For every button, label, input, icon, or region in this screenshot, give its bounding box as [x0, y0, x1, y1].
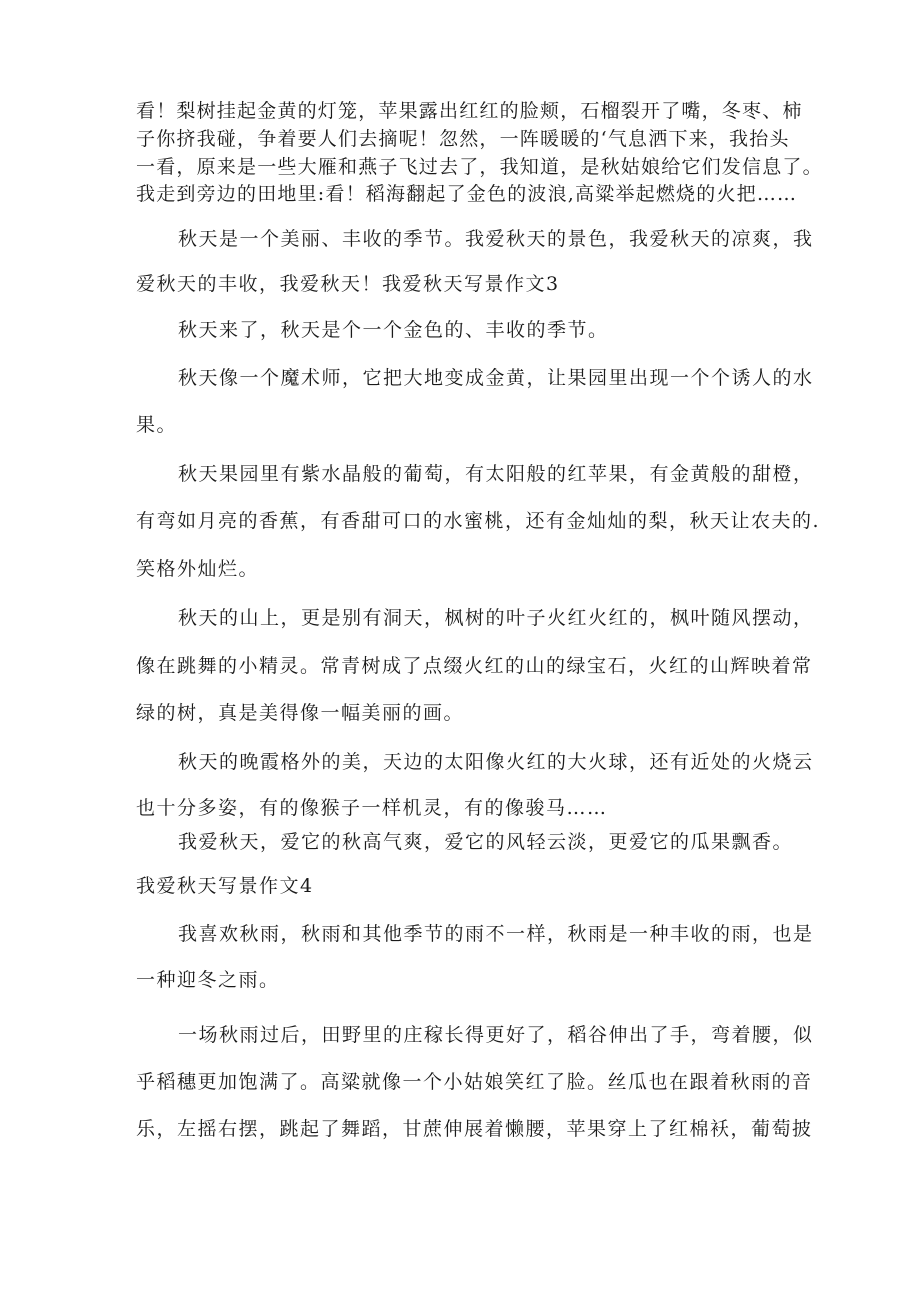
text-line: 秋天的晚霞格外的美，天边的太阳像火红的大火球，还有近处的火烧云 [178, 751, 814, 773]
text-line: 我走到旁边的田地里:看！稻海翻起了金色的波浪,高粱举起燃烧的火把…… [136, 183, 798, 205]
text-line: 我爱秋天，爱它的秋高气爽，爱它的风轻云淡，更爱它的瓜果飘香。 [178, 831, 794, 853]
text-line: 秋天是一个美丽、丰收的季节。我爱秋天的景色，我爱秋天的凉爽，我 [178, 228, 814, 250]
text-line: 我喜欢秋雨，秋雨和其他季节的雨不一样，秋雨是一种丰收的雨，也是 [178, 923, 814, 945]
text-line: 一种迎冬之雨。 [136, 969, 280, 991]
text-line: 绿的树，真是美得像一幅美丽的画。 [136, 702, 465, 724]
text-line: 乐，左摇右摆，跳起了舞蹈，甘蔗伸展着懒腰，苹果穿上了红棉袄，葡萄披 [136, 1118, 813, 1140]
text-line: 笑格外灿烂。 [136, 558, 260, 580]
text-line: 爱秋天的丰收，我爱秋天！我爱秋天写景作文3 [136, 273, 560, 295]
text-line: 子你挤我碰，争着要人们去摘呢！忽然，一阵暖暖的‘气息洒下来，我抬头 [136, 128, 790, 150]
section-heading: 我爱秋天写景作文4 [136, 875, 314, 897]
text-line: 秋天的山上，更是别有洞天，枫树的叶子火红火红的，枫叶随风摆动， [178, 607, 814, 629]
text-line: 秋天来了，秋天是个一个金色的、丰收的季节。 [178, 319, 609, 341]
text-line: 有弯如月亮的香蕉，有香甜可口的水蜜桃，还有金灿灿的梨，秋天让农夫的. [136, 510, 821, 532]
text-line: 果。 [136, 414, 178, 436]
text-line: 像在跳舞的小精灵。常青树成了点缀火红的山的绿宝石，火红的山辉映着常 [136, 655, 813, 677]
text-line: 秋天像一个魔术师，它把大地变成金黄，让果园里出现一个个诱人的水 [178, 367, 814, 389]
text-line: 乎稻穗更加饱满了。高粱就像一个小姑娘笑红了脸。丝瓜也在跟着秋雨的音 [136, 1071, 813, 1093]
text-line: 也十分多姿，有的像猴子一样机灵，有的像骏马…… [136, 797, 608, 819]
text-line: 一看，原来是一些大雁和燕子飞过去了，我知道，是秋姑娘给它们发信息了。 [136, 156, 823, 178]
text-line: 秋天果园里有紫水晶般的葡萄，有太阳般的红苹果，有金黄般的甜橙， [178, 463, 814, 485]
text-line: 一场秋雨过后，田野里的庄稼长得更好了，稻谷伸出了手，弯着腰，似 [178, 1024, 814, 1046]
text-line: 看！梨树挂起金黄的灯笼，苹果露出红红的脸颊，石榴裂开了嘴，冬枣、柿 [136, 100, 803, 122]
